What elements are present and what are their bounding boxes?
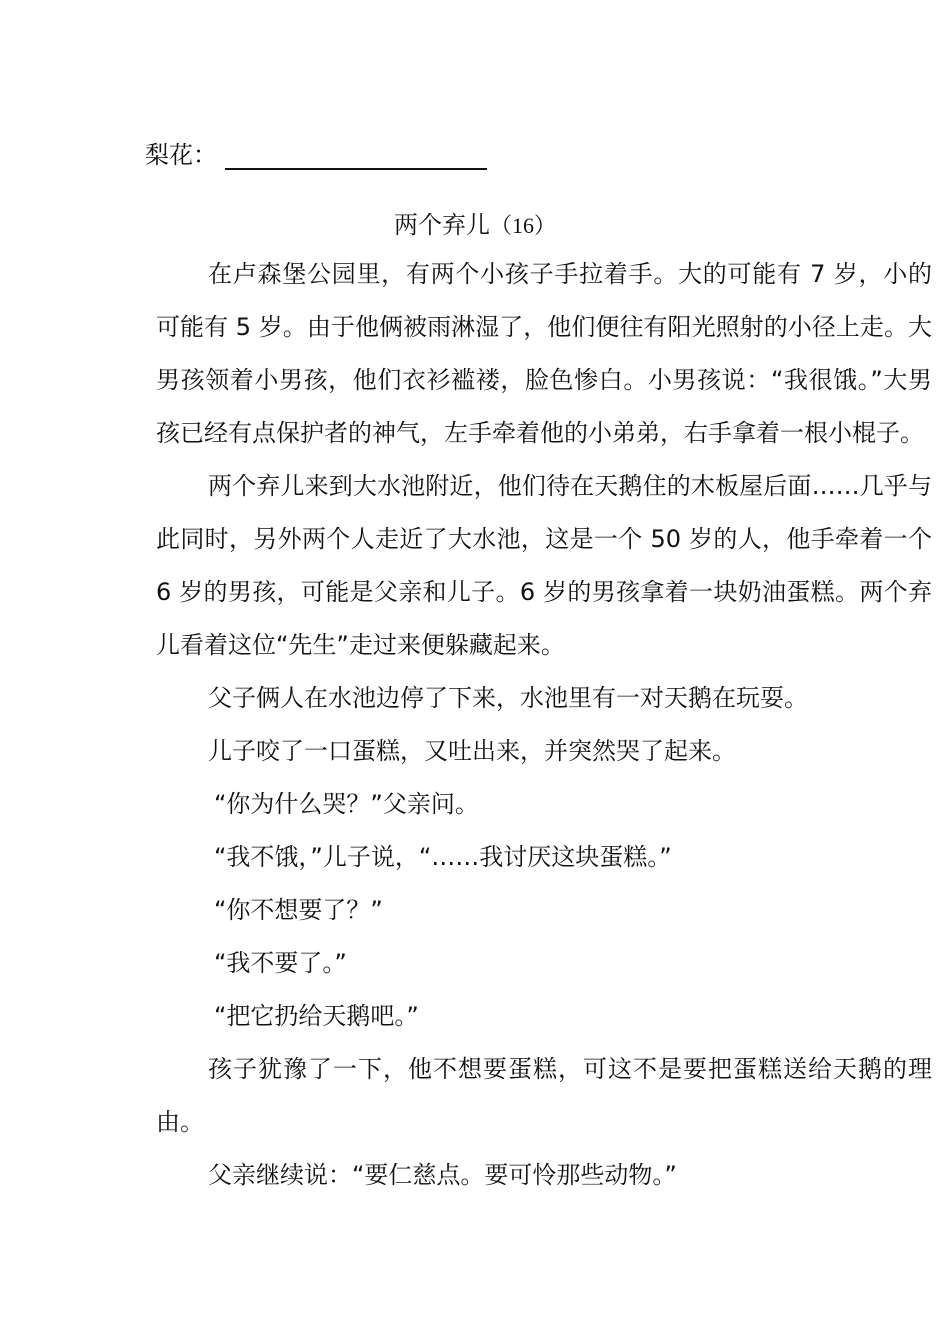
paragraph: “我不饿，”儿子说，“……我讨厌这块蛋糕。” [214, 843, 672, 871]
paragraph: 两个弃儿来到大水池附近，他们待在天鹅住的木板屋后面……几乎与此同时，另外两个人走近了大水池，这是一个 50 岁的人，他手牵着一个 6 岁的男孩，可能是父亲和儿子。6 岁的男孩拿着一块奶油蛋糕。两个弃儿看着这位“先生”走过来便躲藏起来。 [156, 472, 932, 659]
answer-field [145, 130, 487, 170]
paragraph: 在卢森堡公园里，有两个小孩子手拉着手。大的可能有 7 岁，小的可能有 5 岁。由于他俩被雨淋湿了，他们便往有阳光照射的小径上走。大男孩领着小男孩，他们衣衫褴褛，脸色惨白。小男孩说：“我很饿。”大男孩已经有点保护者的神气，左手牵着他的小弟弟，右手拿着一根小棍子。 [156, 260, 932, 447]
paragraph: 父亲继续说：“要仁慈点。要可怜那些动物。” [208, 1161, 677, 1189]
paragraph: “你不想要了？” [214, 896, 383, 924]
paragraph: 孩子犹豫了一下，他不想要蛋糕，可这不是要把蛋糕送给天鹅的理由。 [156, 1055, 932, 1136]
paragraph: “把它扔给天鹅吧。” [214, 1002, 419, 1030]
paragraph: 父子俩人在水池边停了下来，水池里有一对天鹅在玩耍。 [208, 684, 808, 712]
field-label: 梨花： [145, 141, 217, 169]
story-title [0, 205, 950, 240]
paragraph: “你为什么哭？”父亲问。 [214, 790, 479, 818]
story-title-number: （16） [489, 213, 556, 238]
paragraph: 儿子咬了一口蛋糕，又吐出来，并突然哭了起来。 [208, 737, 736, 765]
story-body [156, 248, 932, 1202]
story-title-text: 两个弃儿 [393, 211, 490, 239]
answer-blank-line[interactable] [225, 138, 487, 170]
paragraph: “我不要了。” [214, 949, 347, 977]
